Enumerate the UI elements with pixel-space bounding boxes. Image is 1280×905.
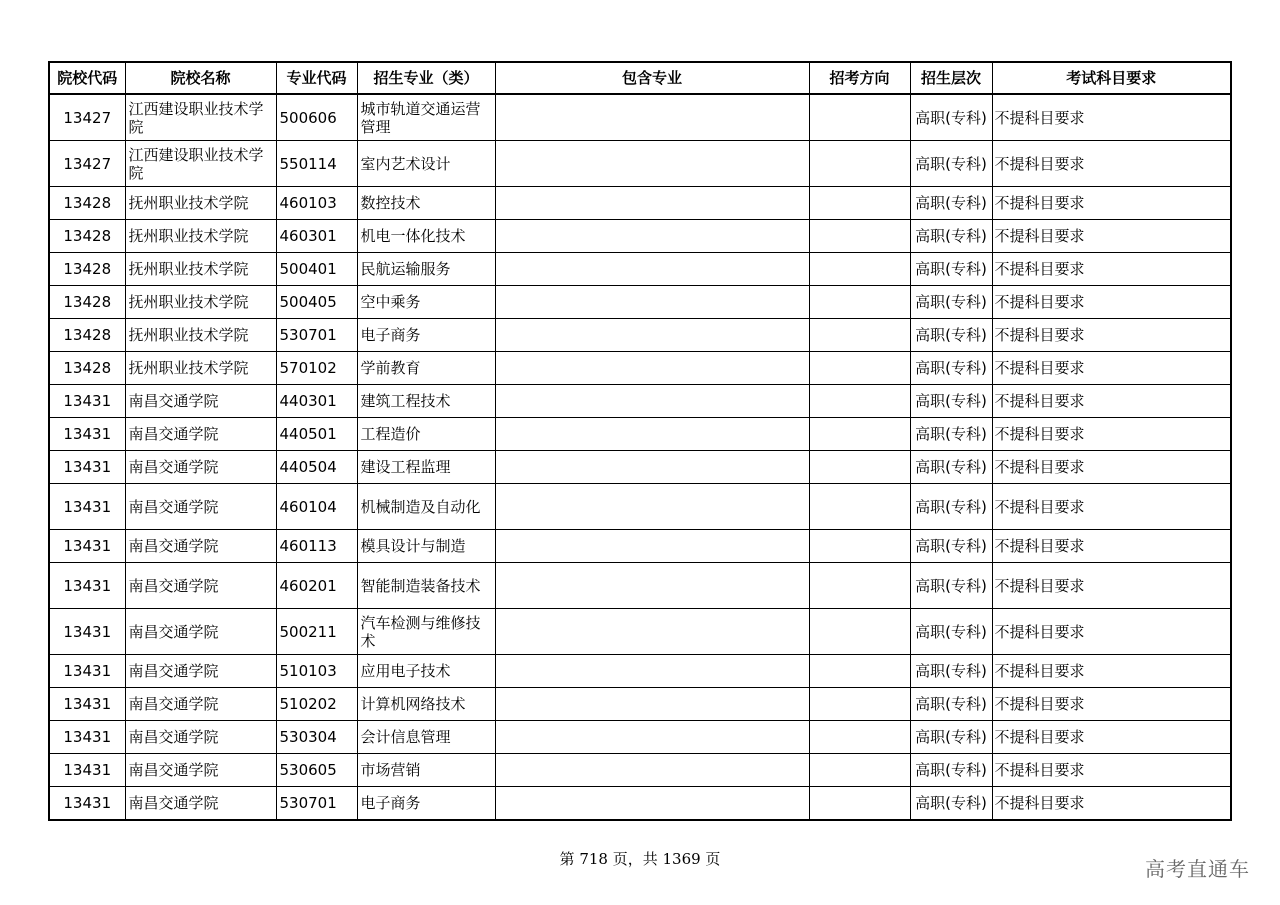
cell-level: 高职(专科) [910,451,992,484]
cell-major-code: 460301 [276,220,357,253]
cell-major-name: 机电一体化技术 [357,220,495,253]
cell-included-majors [495,754,809,787]
cell-major-code: 530605 [276,754,357,787]
header-school-code: 院校代码 [49,62,125,94]
cell-school-code: 13431 [49,655,125,688]
cell-included-majors [495,688,809,721]
cell-level: 高职(专科) [910,220,992,253]
cell-subject-requirement: 不提科目要求 [992,754,1231,787]
header-included-majors: 包含专业 [495,62,809,94]
header-direction: 招考方向 [809,62,910,94]
cell-school-code: 13428 [49,352,125,385]
cell-major-name: 空中乘务 [357,286,495,319]
header-subject-requirement: 考试科目要求 [992,62,1231,94]
cell-included-majors [495,484,809,530]
cell-school-code: 13428 [49,253,125,286]
cell-major-name: 汽车检测与维修技术 [357,609,495,655]
cell-major-name: 建筑工程技术 [357,385,495,418]
cell-level: 高职(专科) [910,563,992,609]
cell-subject-requirement: 不提科目要求 [992,484,1231,530]
header-row [49,62,1231,94]
cell-direction [809,94,910,141]
cell-major-code: 500211 [276,609,357,655]
cell-included-majors [495,352,809,385]
cell-subject-requirement: 不提科目要求 [992,253,1231,286]
cell-school-name: 南昌交通学院 [125,609,276,655]
cell-school-code: 13431 [49,754,125,787]
cell-direction [809,721,910,754]
cell-school-name: 南昌交通学院 [125,721,276,754]
cell-direction [809,530,910,563]
cell-school-code: 13428 [49,319,125,352]
cell-subject-requirement: 不提科目要求 [992,220,1231,253]
cell-major-name: 计算机网络技术 [357,688,495,721]
cell-school-code: 13431 [49,563,125,609]
cell-major-code: 550114 [276,141,357,187]
cell-school-name: 南昌交通学院 [125,655,276,688]
cell-school-code: 13428 [49,220,125,253]
table-row [49,451,1231,484]
table-row [49,609,1231,655]
cell-major-name: 应用电子技术 [357,655,495,688]
cell-included-majors [495,787,809,821]
cell-direction [809,609,910,655]
cell-direction [809,451,910,484]
table-row [49,721,1231,754]
table-row [49,141,1231,187]
cell-level: 高职(专科) [910,286,992,319]
cell-school-code: 13428 [49,187,125,220]
cell-school-code: 13431 [49,721,125,754]
table-row [49,352,1231,385]
cell-school-code: 13431 [49,787,125,821]
cell-direction [809,787,910,821]
cell-major-code: 500401 [276,253,357,286]
cell-major-code: 530701 [276,319,357,352]
cell-major-name: 电子商务 [357,787,495,821]
cell-included-majors [495,563,809,609]
cell-school-name: 南昌交通学院 [125,688,276,721]
cell-school-name: 江西建设职业技术学院 [125,141,276,187]
cell-subject-requirement: 不提科目要求 [992,286,1231,319]
cell-major-code: 440301 [276,385,357,418]
cell-school-code: 13431 [49,418,125,451]
table-body [49,94,1231,820]
cell-subject-requirement: 不提科目要求 [992,385,1231,418]
table-row [49,187,1231,220]
cell-subject-requirement: 不提科目要求 [992,609,1231,655]
cell-school-name: 抚州职业技术学院 [125,286,276,319]
cell-major-code: 510103 [276,655,357,688]
cell-school-name: 抚州职业技术学院 [125,319,276,352]
cell-school-code: 13428 [49,286,125,319]
cell-school-code: 13431 [49,385,125,418]
cell-included-majors [495,721,809,754]
cell-subject-requirement: 不提科目要求 [992,787,1231,821]
cell-major-name: 工程造价 [357,418,495,451]
cell-major-name: 机械制造及自动化 [357,484,495,530]
cell-subject-requirement: 不提科目要求 [992,451,1231,484]
cell-subject-requirement: 不提科目要求 [992,141,1231,187]
cell-level: 高职(专科) [910,418,992,451]
table-row [49,563,1231,609]
cell-school-name: 南昌交通学院 [125,385,276,418]
cell-major-code: 530701 [276,787,357,821]
cell-level: 高职(专科) [910,530,992,563]
cell-major-name: 市场营销 [357,754,495,787]
cell-level: 高职(专科) [910,754,992,787]
cell-school-name: 江西建设职业技术学院 [125,94,276,141]
cell-included-majors [495,187,809,220]
header-major-code: 专业代码 [276,62,357,94]
cell-major-name: 城市轨道交通运营管理 [357,94,495,141]
cell-major-code: 510202 [276,688,357,721]
cell-direction [809,253,910,286]
watermark-logo: 高考直通车 [1145,857,1250,881]
table-header [49,62,1231,94]
cell-school-name: 南昌交通学院 [125,451,276,484]
cell-subject-requirement: 不提科目要求 [992,721,1231,754]
cell-subject-requirement: 不提科目要求 [992,319,1231,352]
cell-major-code: 500606 [276,94,357,141]
cell-major-code: 570102 [276,352,357,385]
cell-school-name: 南昌交通学院 [125,484,276,530]
admissions-table [48,61,1232,821]
cell-included-majors [495,253,809,286]
table-row [49,94,1231,141]
cell-school-name: 抚州职业技术学院 [125,352,276,385]
cell-direction [809,484,910,530]
cell-subject-requirement: 不提科目要求 [992,655,1231,688]
cell-level: 高职(专科) [910,94,992,141]
cell-direction [809,141,910,187]
cell-school-name: 南昌交通学院 [125,563,276,609]
cell-subject-requirement: 不提科目要求 [992,688,1231,721]
cell-major-code: 460103 [276,187,357,220]
table-row [49,220,1231,253]
cell-subject-requirement: 不提科目要求 [992,530,1231,563]
cell-subject-requirement: 不提科目要求 [992,563,1231,609]
cell-major-code: 530304 [276,721,357,754]
cell-school-code: 13427 [49,94,125,141]
cell-subject-requirement: 不提科目要求 [992,352,1231,385]
cell-major-name: 模具设计与制造 [357,530,495,563]
cell-direction [809,286,910,319]
cell-level: 高职(专科) [910,609,992,655]
cell-level: 高职(专科) [910,253,992,286]
cell-major-code: 460201 [276,563,357,609]
page-number: 第 718 页，共 1369 页 [559,850,721,868]
cell-included-majors [495,286,809,319]
cell-direction [809,319,910,352]
cell-school-name: 抚州职业技术学院 [125,187,276,220]
cell-direction [809,385,910,418]
table-row [49,688,1231,721]
header-level: 招生层次 [910,62,992,94]
cell-school-code: 13431 [49,484,125,530]
table-row [49,754,1231,787]
cell-included-majors [495,319,809,352]
table-row [49,787,1231,821]
cell-level: 高职(专科) [910,787,992,821]
cell-major-name: 会计信息管理 [357,721,495,754]
cell-direction [809,187,910,220]
cell-major-name: 室内艺术设计 [357,141,495,187]
cell-major-name: 建设工程监理 [357,451,495,484]
cell-level: 高职(专科) [910,688,992,721]
cell-level: 高职(专科) [910,484,992,530]
table-row [49,418,1231,451]
cell-major-name: 电子商务 [357,319,495,352]
cell-major-code: 440501 [276,418,357,451]
cell-school-name: 抚州职业技术学院 [125,220,276,253]
cell-level: 高职(专科) [910,655,992,688]
cell-level: 高职(专科) [910,352,992,385]
table-row [49,484,1231,530]
cell-school-code: 13431 [49,688,125,721]
cell-major-code: 500405 [276,286,357,319]
cell-included-majors [495,141,809,187]
table-row [49,253,1231,286]
cell-level: 高职(专科) [910,385,992,418]
cell-school-name: 南昌交通学院 [125,787,276,821]
cell-level: 高职(专科) [910,319,992,352]
cell-level: 高职(专科) [910,141,992,187]
cell-level: 高职(专科) [910,721,992,754]
cell-included-majors [495,530,809,563]
cell-school-code: 13427 [49,141,125,187]
header-school-name: 院校名称 [125,62,276,94]
cell-included-majors [495,385,809,418]
cell-major-code: 460113 [276,530,357,563]
cell-direction [809,688,910,721]
cell-included-majors [495,451,809,484]
table-row [49,385,1231,418]
cell-school-name: 南昌交通学院 [125,418,276,451]
table-row [49,319,1231,352]
cell-major-name: 数控技术 [357,187,495,220]
cell-direction [809,352,910,385]
cell-subject-requirement: 不提科目要求 [992,94,1231,141]
cell-included-majors [495,220,809,253]
cell-direction [809,655,910,688]
cell-direction [809,563,910,609]
cell-major-name: 学前教育 [357,352,495,385]
cell-major-code: 440504 [276,451,357,484]
cell-school-name: 南昌交通学院 [125,754,276,787]
cell-direction [809,220,910,253]
cell-major-name: 智能制造装备技术 [357,563,495,609]
cell-direction [809,418,910,451]
cell-included-majors [495,609,809,655]
cell-major-code: 460104 [276,484,357,530]
table-row [49,655,1231,688]
cell-school-code: 13431 [49,609,125,655]
cell-subject-requirement: 不提科目要求 [992,418,1231,451]
cell-school-name: 抚州职业技术学院 [125,253,276,286]
cell-school-code: 13431 [49,530,125,563]
cell-major-name: 民航运输服务 [357,253,495,286]
table-row [49,530,1231,563]
cell-included-majors [495,418,809,451]
cell-direction [809,754,910,787]
cell-school-code: 13431 [49,451,125,484]
cell-level: 高职(专科) [910,187,992,220]
header-major-name: 招生专业（类） [357,62,495,94]
table-row [49,286,1231,319]
cell-included-majors [495,94,809,141]
cell-included-majors [495,655,809,688]
cell-school-name: 南昌交通学院 [125,530,276,563]
cell-subject-requirement: 不提科目要求 [992,187,1231,220]
